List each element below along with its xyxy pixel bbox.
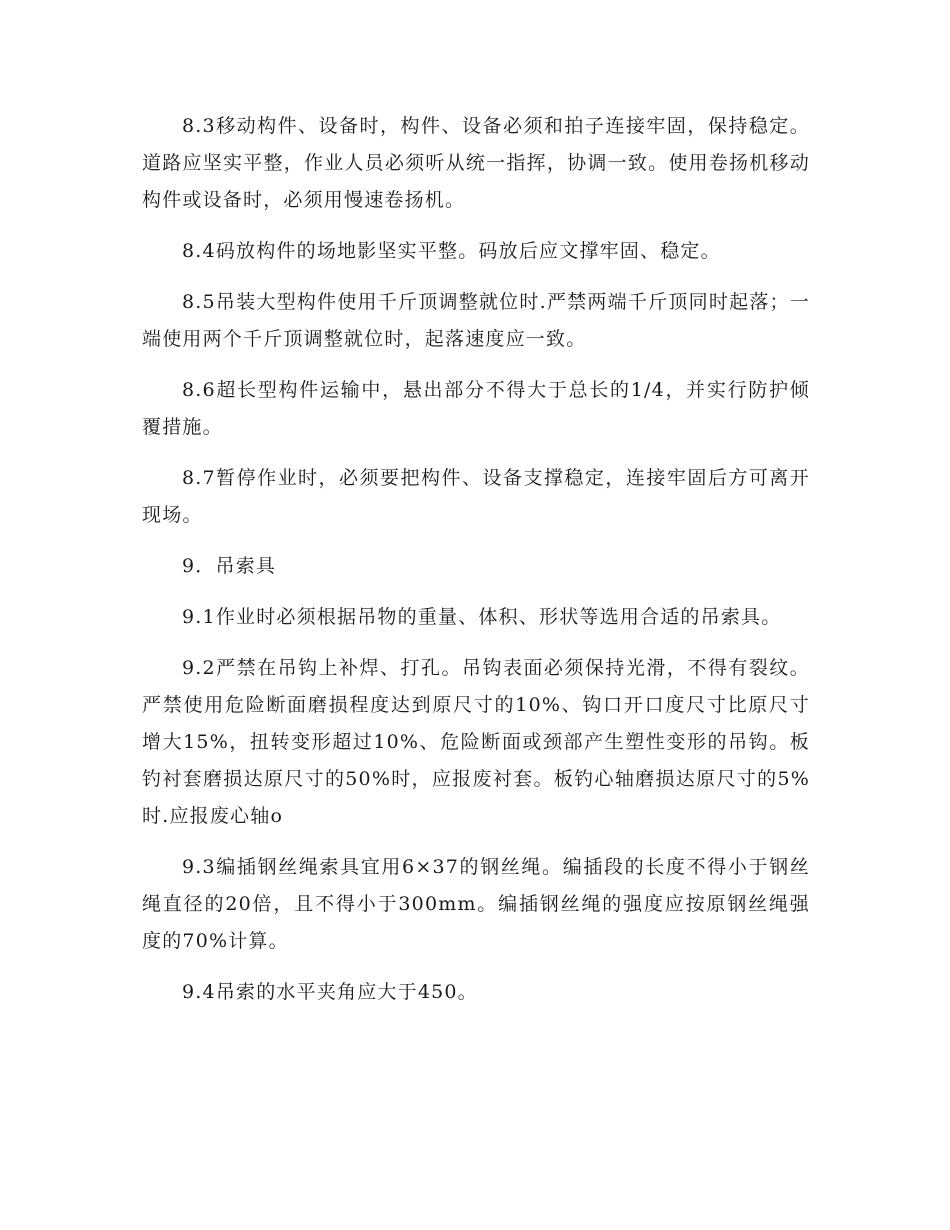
paragraph-9-4: 9.4吊索的水平夹角应大于450。 [182,981,478,1003]
paragraph-8-5: 8.5吊装大型构件使用千斤顶调整就位时.严禁两端千斤顶同时起落；一端使用两个千斤顶调整就位时，起落速度应一致。 [142,291,810,350]
paragraph-8-4: 8.4码放构件的场地影坚实平整。码放后应文撑牢固、稳定。 [182,240,721,262]
document-body [142,108,810,1025]
paragraph-8-7: 8.7暂停作业时，必须要把构件、设备支撑稳定，连接牢固后方可离开现场。 [142,467,810,526]
paragraph-9-3: 9.3编插钢丝绳索具宜用6×37的钢丝绳。编插段的长度不得小于钢丝绳直径的20倍，且不得小于300mm。编插钢丝绳的强度应按原钢丝绳强度的70%计算。 [142,856,810,952]
paragraph-8-3: 8.3移动构件、设备时，构件、设备必须和拍子连接牢固，保持稳定。道路应坚实平整，作业人员必须听从统一指挥，协调一致。使用卷扬机移动构件或设备时，必须用慢速卷扬机。 [142,115,810,211]
paragraph-8-6: 8.6超长型构件运输中，悬出部分不得大于总长的1/4，并实行防护倾覆措施。 [142,379,810,438]
section-heading-9: 9．吊索具 [182,555,277,577]
paragraph-9-1: 9.1作业时必须根据吊物的重量、体积、形状等选用合适的吊索具。 [182,606,782,628]
paragraph-9-2: 9.2严禁在吊钩上补焊、打孔。吊钩表面必须保持光滑，不得有裂纹。严禁使用危险断面磨损程度达到原尺寸的10%、钩口开口度尺寸比原尺寸增大15%，扭转变形超过10%、危险断面或颈部产生塑性变形的吊钩。板钓衬套磨损达原尺寸的50%时，应报废衬套。板钓心轴磨损达原尺寸的5%时.应报废心轴o [142,657,810,827]
